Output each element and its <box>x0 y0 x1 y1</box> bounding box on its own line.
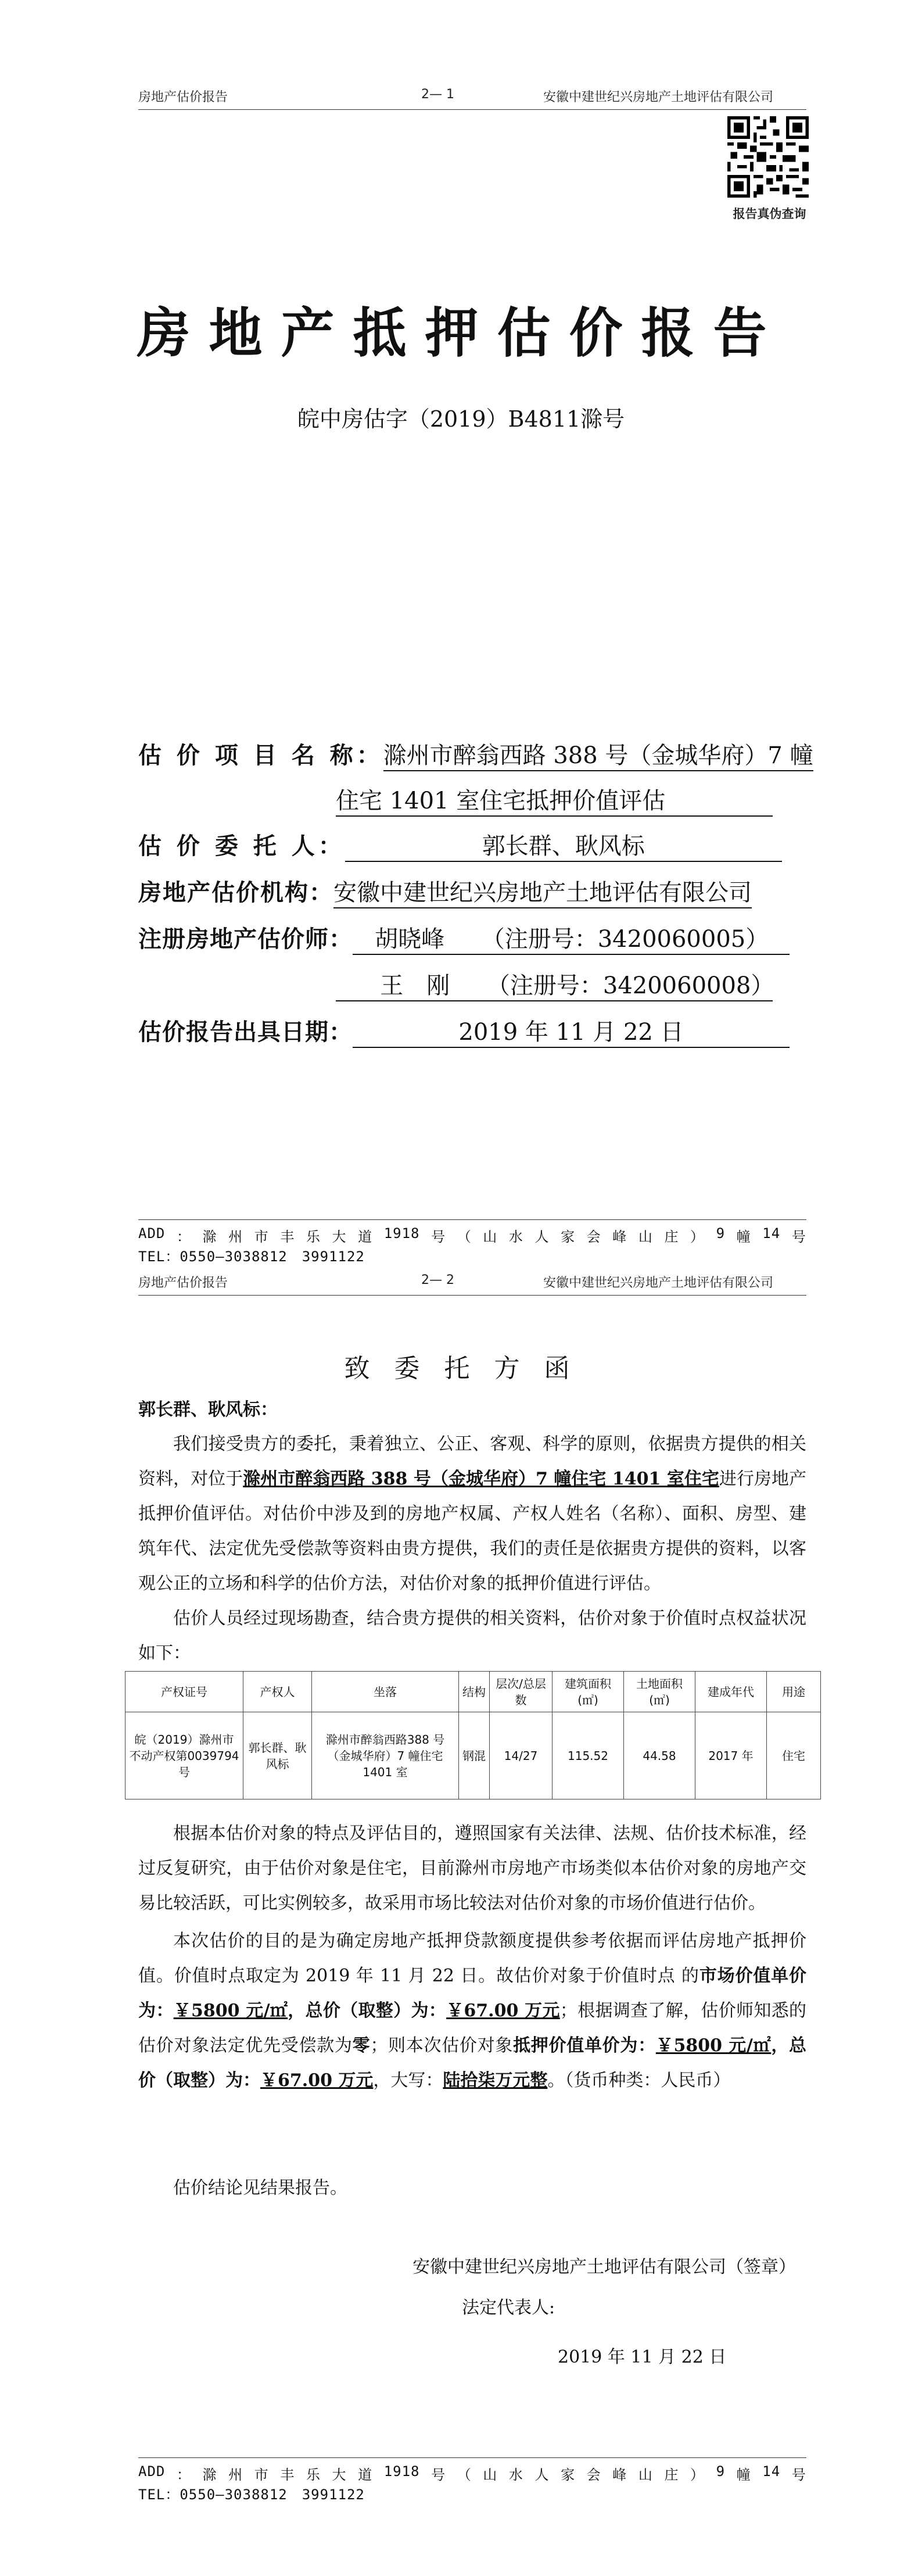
footer-address-token: 滁 <box>202 1229 217 1245</box>
mortgage-unit-price: ￥5800 元/㎡ <box>655 2035 772 2056</box>
appraiser-1-name: 胡晓峰 <box>375 926 445 953</box>
table-header: 建筑面积(㎡) <box>553 1672 624 1712</box>
table-header: 建成年代 <box>695 1672 767 1712</box>
page1-footer-address <box>138 1225 806 1246</box>
page2-footer-address <box>138 2463 806 2484</box>
footer-address-token: （ <box>457 2467 472 2483</box>
text-fragment: 本次估价的目的是为确定房地产抵押贷款额度提供参考依据而评估房地产抵押价值。价值时点取定为 2019 年 11 月 22 日。故估价对象于价值时点 的 <box>138 1931 806 1986</box>
footer-address-token: 会 <box>586 2467 601 2483</box>
table-header: 结构 <box>459 1672 490 1712</box>
page2-footer-tel: TEL：0550—3038812 3991122 <box>138 2486 365 2503</box>
footer-address-token: 州 <box>228 1229 243 1245</box>
qr-caption: 报告真伪查询 <box>733 207 806 221</box>
page1-footer-tel: TEL：0550—3038812 3991122 <box>138 1248 365 1265</box>
footer-address-token: 道 <box>358 2467 373 2483</box>
table-header: 土地面积(㎡) <box>624 1672 695 1712</box>
table-header: 层次/总层数 <box>490 1672 553 1712</box>
text-fragment: 进行房地产抵押价值评估。对估价中涉及到的房地产权属、产权人姓名（名称）、面积、房型、建筑年代、法定优先受偿款等资料由贵方提供，我们的责任是依据贵方提供的资料，以客观公正的立场和科学的估价方法，对估价对象的抵押价值进行评估。 <box>138 1469 807 1594</box>
footer-address-token: 市 <box>254 1229 269 1245</box>
footer-address-token: 人 <box>534 1229 550 1245</box>
footer-address-token: 庄 <box>664 2467 679 2483</box>
signature-date: 2019 年 11 月 22 日 <box>558 2347 727 2367</box>
client-value: 郭长群、耿风标 <box>345 828 782 862</box>
text-fragment: 。（货币种类：人民币） <box>547 2070 731 2091</box>
appraiser-row-2 <box>336 967 773 1001</box>
footer-address-token: ） <box>690 1229 705 1245</box>
table-cell: 44.58 <box>624 1712 695 1799</box>
page1-header-right: 安徽中建世纪兴房地产土地评估有限公司 <box>543 90 774 105</box>
table-header: 产权证号 <box>125 1672 243 1712</box>
page2-header-left: 房地产估价报告 <box>138 1276 228 1290</box>
footer-address-token: 9 <box>716 2463 726 2480</box>
report-document-number: 皖中房估字（2019）B4811滁号 <box>297 406 625 432</box>
footer-address-token: 幢 <box>736 1229 751 1245</box>
table-cell: 滁州市醉翁西路388 号（金城华府）7 幢住宅 1401 室 <box>312 1712 459 1799</box>
amount-in-words: 陆拾柒万元整 <box>443 2070 548 2091</box>
page1-header-left: 房地产估价报告 <box>138 90 228 105</box>
footer-address-token: ADD <box>138 1225 166 1242</box>
text-fragment: 我们接受贵方的委托，秉着独立、公正、客观、科学的原则，依据贵方提供的相关资料，对位于 <box>138 1434 806 1489</box>
project-name-row <box>138 737 813 771</box>
qr-code-icon[interactable] <box>727 116 809 198</box>
agency-label: 房地产估价机构： <box>138 879 333 906</box>
footer-address-token: 水 <box>508 2467 523 2483</box>
footer-address-token: 1918 <box>383 1225 420 1242</box>
letter-paragraph-5: 估价结论见结果报告。 <box>173 2178 347 2198</box>
letter-salutation: 郭长群、耿风标： <box>138 1400 278 1420</box>
report-title: 房地产抵押估价报告 <box>137 302 785 364</box>
letter-title: 致 委 托 方 函 <box>344 1354 578 1383</box>
footer-address-token: 人 <box>534 2467 550 2483</box>
footer-address-token: ） <box>690 2467 705 2483</box>
table-row <box>125 1712 821 1799</box>
page2-footer-rule <box>138 2457 806 2458</box>
page2-header-rule <box>138 1295 806 1296</box>
appraiser-2-line <box>336 967 773 1001</box>
footer-address-token: 家 <box>561 2467 576 2483</box>
table-cell: 住宅 <box>767 1712 821 1799</box>
appraiser-2-name: 王 刚 <box>380 972 450 999</box>
table-header: 坐落 <box>312 1672 459 1712</box>
table-cell: 14/27 <box>490 1712 553 1799</box>
table-header: 用途 <box>767 1672 821 1712</box>
text-fragment: ；则本次估价对象 <box>370 2035 514 2056</box>
table-cell: 2017 年 <box>695 1712 767 1799</box>
project-name-value-2: 住宅 1401 室住宅抵押价值评估 <box>336 782 773 817</box>
letter-paragraph-2: 估价人员经过现场勘查，结合贵方提供的相关资料，估价对象于价值时点权益状况如下： <box>138 1608 806 1663</box>
footer-address-token: 号 <box>791 2467 806 2483</box>
page1-header-rule <box>138 109 806 110</box>
footer-address-token: ADD <box>138 2463 166 2480</box>
text-fragment: ，大写： <box>373 2070 443 2091</box>
mortgage-total-price: ￥67.00 万元 <box>260 2070 374 2091</box>
property-table <box>125 1671 821 1799</box>
footer-address-token: ： <box>176 1229 191 1245</box>
page1-header-page-number: 2— 1 <box>421 87 454 102</box>
text-fragment: 抵押价值单价为： <box>513 2035 656 2056</box>
footer-address-token: 山 <box>638 1229 653 1245</box>
footer-address-token: 山 <box>483 2467 498 2483</box>
footer-address-token: 丰 <box>280 1229 295 1245</box>
letter-paragraph-4 <box>138 1924 806 2098</box>
footer-address-token: （ <box>457 1229 472 1245</box>
appraiser-label: 注册房地产估价师： <box>138 925 353 953</box>
footer-address-token: ： <box>176 2467 191 2483</box>
footer-address-token: 号 <box>431 2467 446 2483</box>
footer-address-token: 9 <box>716 1225 726 1242</box>
footer-address-token: 14 <box>762 2463 781 2480</box>
text-fragment: ，总价（取整）为： <box>138 2035 807 2091</box>
footer-address-token: 大 <box>332 1229 347 1245</box>
agency-value: 安徽中建世纪兴房地产土地评估有限公司 <box>333 874 752 908</box>
footer-address-token: 乐 <box>306 2467 321 2483</box>
market-unit-price: ￥5800 元/㎡ <box>173 2001 288 2021</box>
table-header: 产权人 <box>243 1672 312 1712</box>
footer-address-token: 市 <box>254 2467 269 2483</box>
footer-address-token: 1918 <box>383 2463 420 2480</box>
page2-header-page-number: 2— 2 <box>421 1273 454 1287</box>
page1-footer-rule <box>138 1219 806 1220</box>
page2-header-right: 安徽中建世纪兴房地产土地评估有限公司 <box>543 1276 774 1290</box>
appraiser-1-line <box>353 921 790 955</box>
table-cell: 钢混 <box>459 1712 490 1799</box>
footer-address-token: 滁 <box>202 2467 217 2483</box>
appraiser-2-reg: （注册号：3420060008） <box>486 972 774 999</box>
footer-address-token: 道 <box>358 1229 373 1245</box>
client-row <box>138 828 782 862</box>
footer-address-token: 号 <box>431 1229 446 1245</box>
project-name-row-2 <box>336 782 773 817</box>
property-address: 滁州市醉翁西路 388 号（金城华府）7 幢住宅 1401 室住宅 <box>243 1469 719 1489</box>
table-cell: 皖（2019）滁州市不动产权第0039794 号 <box>125 1712 243 1799</box>
footer-address-token: 号 <box>791 1229 806 1245</box>
appraiser-row-1 <box>138 921 790 955</box>
table-header-row <box>125 1672 821 1712</box>
footer-address-token: 庄 <box>664 1229 679 1245</box>
footer-address-token: 丰 <box>280 2467 295 2483</box>
project-name-value: 滁州市醉翁西路 388 号（金城华府）7 幢 <box>383 737 813 771</box>
footer-address-token: 大 <box>332 2467 347 2483</box>
text-fragment: 零 <box>352 2035 371 2056</box>
text-fragment: 市场价值单价为： <box>138 1966 807 2021</box>
market-total-price: ￥67.00 万元 <box>446 2001 560 2021</box>
report-date-value: 2019 年 11 月 22 日 <box>353 1014 790 1048</box>
report-date-label: 估价报告出具日期： <box>138 1018 353 1046</box>
signature-company: 安徽中建世纪兴房地产土地评估有限公司（签章） <box>412 2257 796 2277</box>
footer-address-token: 峰 <box>612 2467 627 2483</box>
table-cell: 115.52 <box>553 1712 624 1799</box>
footer-address-token: 山 <box>638 2467 653 2483</box>
footer-address-token: 山 <box>483 1229 498 1245</box>
footer-address-token: 峰 <box>612 1229 627 1245</box>
letter-paragraph-1 <box>138 1427 806 1601</box>
text-fragment: ，总价（取整）为： <box>288 2001 447 2021</box>
project-name-label: 估 价 项 目 名 称： <box>138 742 383 769</box>
footer-address-token: 会 <box>586 1229 601 1245</box>
report-date-row <box>138 1014 790 1048</box>
footer-address-token: 州 <box>228 2467 243 2483</box>
text-fragment: ；根据调查了解，估价师知悉的估价对象法定优先受偿款为 <box>138 2001 807 2056</box>
footer-address-token: 家 <box>561 1229 576 1245</box>
appraiser-1-reg: （注册号：3420060005） <box>481 926 769 953</box>
footer-address-token: 14 <box>762 1225 781 1242</box>
footer-address-token: 水 <box>508 1229 523 1245</box>
client-label: 估 价 委 托 人： <box>138 832 345 860</box>
table-cell: 郭长群、耿风标 <box>243 1712 312 1799</box>
signature-legal-rep: 法定代表人: <box>462 2298 555 2318</box>
footer-address-token: 幢 <box>736 2467 751 2483</box>
agency-row <box>138 874 752 908</box>
footer-address-token: 乐 <box>306 1229 321 1245</box>
letter-paragraph-3: 根据本估价对象的特点及评估目的，遵照国家有关法律、法规、估价技术标准，经过反复研究，由于估价对象是住宅，目前滁州市房地产市场类似本估价对象的房地产交易比较活跃，可比实例较多，故采用市场比较法对估价对象的市场价值进行估价。 <box>138 1823 806 1913</box>
